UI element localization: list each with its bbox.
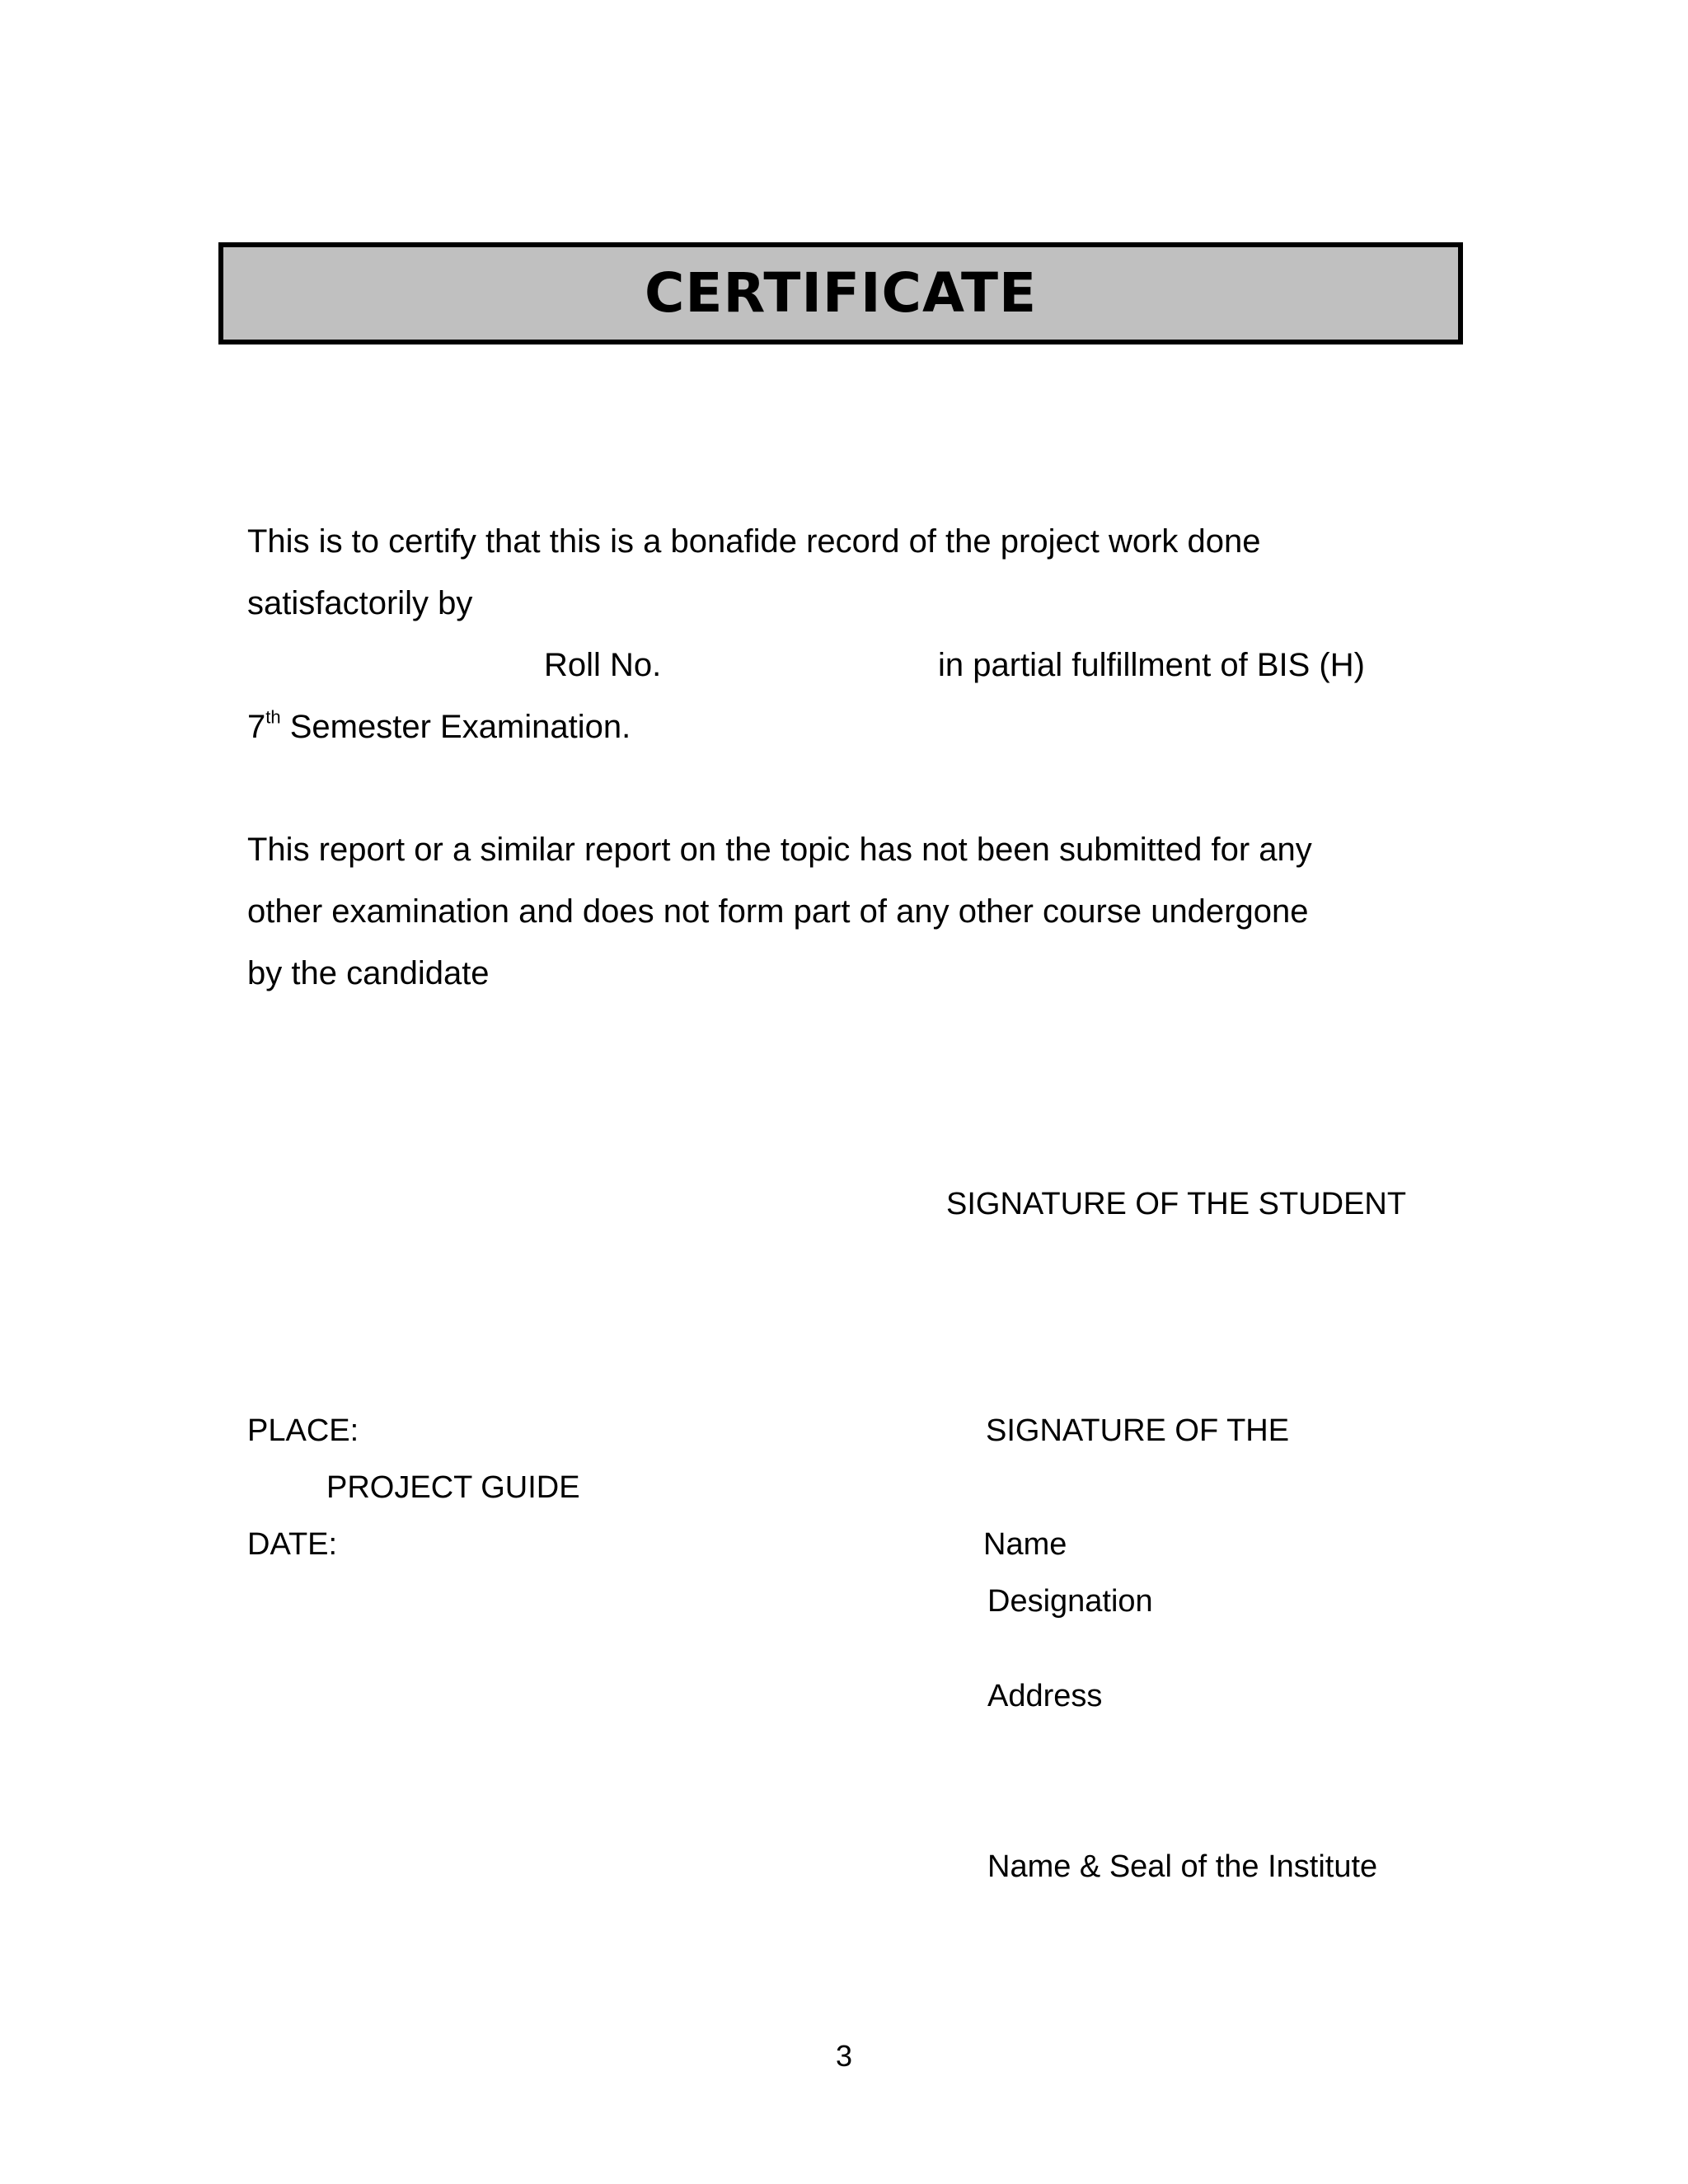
declaration-line-3: by the candidate: [247, 955, 490, 991]
institute-label: Name & Seal of the Institute: [987, 1849, 1378, 1884]
place-label: PLACE:: [247, 1413, 359, 1448]
date-label: DATE:: [247, 1527, 338, 1562]
fulfillment-text: in partial fulfillment of BIS (H): [938, 647, 1365, 683]
designation-label: Designation: [987, 1584, 1153, 1619]
certify-line-2: satisfactorily by: [247, 585, 473, 621]
guide-signature-label: SIGNATURE OF THE: [986, 1413, 1290, 1448]
semester-text: Semester Examination.: [280, 709, 631, 745]
page-number: 3: [835, 2039, 853, 2073]
declaration-line-2: other examination and does not form part of any other course undergone: [247, 893, 1309, 930]
semester-line: [247, 706, 631, 745]
certify-line-1: This is to certify that this is a bonafide record of the project work done: [247, 523, 1261, 560]
semester-superscript: th: [265, 706, 281, 728]
certificate-title-box: [218, 242, 1463, 344]
name-label: Name: [983, 1527, 1067, 1562]
certificate-title: CERTIFICATE: [644, 261, 1038, 325]
roll-no-label: Roll No.: [544, 647, 662, 683]
project-guide-label: PROJECT GUIDE: [326, 1470, 580, 1505]
declaration-line-1: This report or a similar report on the topic has not been submitted for any: [247, 832, 1312, 868]
address-label: Address: [987, 1679, 1103, 1713]
student-signature-label: SIGNATURE OF THE STUDENT: [946, 1187, 1407, 1221]
semester-number: 7: [247, 709, 266, 745]
